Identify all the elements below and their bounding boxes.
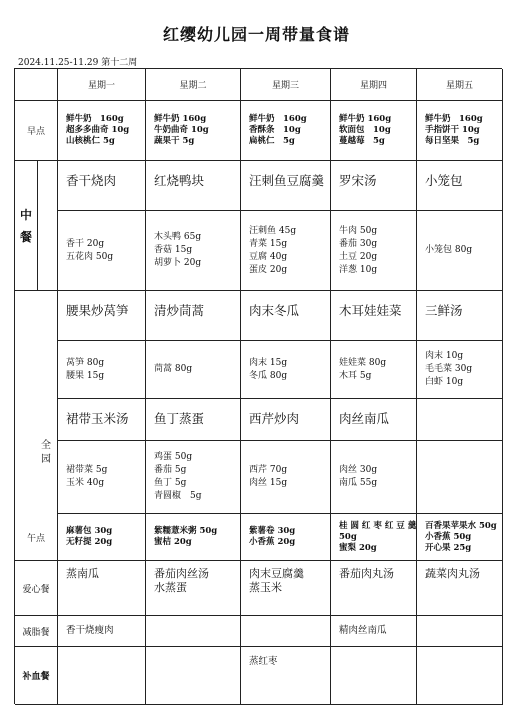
breakfast-cell bbox=[241, 101, 331, 161]
love-meal-item: 水蒸蛋 bbox=[154, 581, 187, 594]
afternoon-label: 午点 bbox=[15, 514, 58, 561]
day-header: 星期四 bbox=[331, 69, 417, 101]
love-meal-cell bbox=[146, 561, 241, 616]
afternoon-item: 紫薯卷 30g bbox=[249, 526, 296, 536]
love-meal-item: 肉末豆腐羹 bbox=[249, 567, 304, 580]
breakfast-label: 早点 bbox=[15, 101, 58, 161]
header-corner bbox=[15, 69, 58, 101]
ingredient-line: 毛毛菜 30g bbox=[425, 364, 473, 374]
whole-school-char: 全 bbox=[41, 440, 51, 451]
afternoon-item: 无籽提 20g bbox=[66, 537, 113, 547]
ingredient-line: 娃娃菜 80g bbox=[339, 357, 387, 368]
afternoon-cell bbox=[58, 514, 146, 561]
love-meal-cell bbox=[241, 561, 331, 616]
whole-school-char: 园 bbox=[41, 454, 51, 465]
ingredient-line: 番茄 5g bbox=[154, 465, 187, 475]
love-meal-item: 番茄肉丝汤 bbox=[154, 567, 209, 580]
breakfast-item: 蔓越莓 5g bbox=[339, 136, 385, 146]
breakfast-cell bbox=[331, 101, 417, 161]
ingredient-line: 五花肉 50g bbox=[66, 251, 114, 262]
day-header: 星期五 bbox=[417, 69, 503, 101]
diet-meal-cell bbox=[417, 616, 503, 647]
afternoon-item: 桂 圆 红 枣 红 豆 羹 bbox=[339, 520, 417, 531]
love-meal-item: 蔬菜肉丸汤 bbox=[425, 567, 480, 580]
breakfast-item: 山核桃仁 5g bbox=[66, 136, 115, 146]
date-range: 2024.11.25-11.29 第十二周 bbox=[18, 58, 138, 68]
ingredient-line: 小笼包 80g bbox=[425, 245, 473, 255]
ingredient-line: 肉末 10g bbox=[425, 351, 464, 361]
lunch-label-char: 餐 bbox=[19, 229, 32, 244]
love-meal-item: 蒸玉米 bbox=[249, 581, 282, 594]
ingredient-line: 鸡蛋 50g bbox=[154, 452, 193, 462]
dish-name: 鱼丁蒸蛋 bbox=[146, 399, 241, 441]
afternoon-cell bbox=[331, 514, 417, 561]
ingredient-line: 番茄 30g bbox=[339, 238, 378, 249]
lunch-spacer bbox=[38, 161, 58, 291]
diet-meal-item: 精肉丝南瓜 bbox=[339, 625, 387, 636]
diet-meal-cell bbox=[58, 616, 146, 647]
dish-name: 汪刺鱼豆腐羹 bbox=[241, 161, 331, 211]
dish-name: 清炒茼蒿 bbox=[146, 291, 241, 341]
afternoon-item: 小香蕉 20g bbox=[249, 537, 296, 547]
love-meal-item: 番茄肉丸汤 bbox=[339, 567, 394, 580]
breakfast-item: 鲜牛奶 160g bbox=[66, 114, 124, 124]
breakfast-cell bbox=[146, 101, 241, 161]
ingredient-line: 牛肉 50g bbox=[339, 225, 378, 236]
blood-meal-cell bbox=[241, 647, 331, 705]
ingredient-line: 蛋皮 20g bbox=[249, 264, 288, 275]
dish-ingredients bbox=[146, 211, 241, 291]
love-meal-cell bbox=[331, 561, 417, 616]
blood-meal-cell bbox=[417, 647, 503, 705]
ingredient-line: 香菇 15g bbox=[154, 245, 193, 255]
menu-table bbox=[14, 68, 502, 704]
day-header: 星期二 bbox=[146, 69, 241, 101]
diet-meal-label: 减脂餐 bbox=[15, 616, 58, 647]
ingredient-line: 裙带菜 5g bbox=[66, 465, 108, 475]
ingredient-line: 肉末 15g bbox=[249, 357, 288, 368]
diet-meal-cell bbox=[331, 616, 417, 647]
love-meal-cell bbox=[58, 561, 146, 616]
dish-ingredients bbox=[331, 341, 417, 399]
afternoon-item: 50g bbox=[339, 531, 357, 542]
breakfast-item: 鲜牛奶 160g bbox=[339, 114, 392, 124]
dish-name: 腰果炒莴笋 bbox=[58, 291, 146, 341]
ingredient-line: 汪刺鱼 45g bbox=[249, 225, 297, 236]
breakfast-item: 香酥条 10g bbox=[249, 125, 301, 135]
dish-name bbox=[417, 399, 503, 441]
dish-ingredients bbox=[417, 441, 503, 514]
afternoon-cell bbox=[417, 514, 503, 561]
afternoon-item: 蜜桔 20g bbox=[154, 537, 192, 547]
ingredient-line: 鱼丁 5g bbox=[154, 478, 187, 488]
afternoon-cell bbox=[146, 514, 241, 561]
dish-ingredients bbox=[146, 441, 241, 514]
afternoon-item: 开心果 25g bbox=[425, 542, 472, 553]
dish-ingredients bbox=[417, 211, 503, 291]
dish-name: 小笼包 bbox=[417, 161, 503, 211]
breakfast-item: 软面包 10g bbox=[339, 125, 391, 135]
breakfast-item: 鲜牛奶 160g bbox=[154, 114, 207, 124]
breakfast-item: 牛奶曲奇 10g bbox=[154, 125, 209, 135]
love-meal-item: 蒸南瓜 bbox=[66, 567, 99, 580]
breakfast-item: 超多多曲奇 10g bbox=[66, 125, 130, 135]
dish-ingredients bbox=[58, 341, 146, 399]
love-meal-cell bbox=[417, 561, 503, 616]
diet-meal-cell bbox=[241, 616, 331, 647]
ingredient-line: 腰果 15g bbox=[66, 370, 105, 381]
dish-name: 罗宋汤 bbox=[331, 161, 417, 211]
dish-ingredients bbox=[331, 441, 417, 514]
afternoon-item: 蜜梨 20g bbox=[339, 542, 377, 553]
blood-meal-cell bbox=[58, 647, 146, 705]
afternoon-item: 百香果苹果水 50g bbox=[425, 520, 497, 531]
blood-meal-item: 蒸红枣 bbox=[249, 656, 278, 667]
breakfast-cell bbox=[417, 101, 503, 161]
lunch-label-char: 中 bbox=[19, 207, 32, 222]
ingredient-line: 肉丝 30g bbox=[339, 465, 378, 475]
ingredient-line: 胡萝卜 20g bbox=[154, 258, 202, 268]
day-header: 星期一 bbox=[58, 69, 146, 101]
dish-ingredients bbox=[241, 211, 331, 291]
dish-ingredients bbox=[58, 211, 146, 291]
afternoon-item: 麻薯包 30g bbox=[66, 526, 113, 536]
breakfast-cell bbox=[58, 101, 146, 161]
ingredient-line: 冬瓜 80g bbox=[249, 370, 288, 381]
dish-name: 三鲜汤 bbox=[417, 291, 503, 341]
ingredient-line: 南瓜 55g bbox=[339, 478, 378, 488]
ingredient-line: 青圆椒 5g bbox=[154, 491, 202, 501]
blood-meal-label: 补血餐 bbox=[15, 647, 58, 705]
blood-meal-cell bbox=[331, 647, 417, 705]
dish-ingredients bbox=[241, 441, 331, 514]
blood-meal-cell bbox=[146, 647, 241, 705]
ingredient-line: 青菜 15g bbox=[249, 238, 288, 249]
ingredient-line: 肉丝 15g bbox=[249, 478, 288, 488]
breakfast-item: 手指饼干 10g bbox=[425, 125, 480, 135]
ingredient-line: 茼蒿 80g bbox=[154, 364, 193, 374]
ingredient-line: 木头鸭 65g bbox=[154, 232, 202, 242]
ingredient-line: 莴笋 80g bbox=[66, 357, 105, 368]
dish-ingredients bbox=[331, 211, 417, 291]
breakfast-item: 蔬果干 5g bbox=[154, 136, 195, 146]
ingredient-line: 木耳 5g bbox=[339, 370, 372, 381]
dish-ingredients bbox=[146, 341, 241, 399]
dish-name: 肉丝南瓜 bbox=[331, 399, 417, 441]
love-meal-label: 爱心餐 bbox=[15, 561, 58, 616]
breakfast-item: 鲜牛奶 160g bbox=[249, 114, 307, 124]
diet-meal-cell bbox=[146, 616, 241, 647]
afternoon-cell bbox=[241, 514, 331, 561]
day-header: 星期三 bbox=[241, 69, 331, 101]
breakfast-item: 扁桃仁 5g bbox=[249, 136, 295, 146]
dish-name: 香干烧肉 bbox=[58, 161, 146, 211]
ingredient-line: 香干 20g bbox=[66, 238, 105, 249]
dish-name: 木耳娃娃菜 bbox=[331, 291, 417, 341]
ingredient-line: 豆腐 40g bbox=[249, 251, 288, 262]
dish-name: 红烧鸭块 bbox=[146, 161, 241, 211]
dish-name: 裙带玉米汤 bbox=[58, 399, 146, 441]
dish-ingredients bbox=[241, 341, 331, 399]
dish-ingredients bbox=[58, 441, 146, 514]
page-title: 红缨幼儿园一周带量食谱 bbox=[162, 25, 350, 44]
ingredient-line: 西芹 70g bbox=[249, 465, 288, 475]
afternoon-item: 紫糯薏米粥 50g bbox=[154, 526, 218, 536]
lunch-label bbox=[15, 161, 38, 291]
diet-meal-item: 香干烧瘦肉 bbox=[66, 625, 114, 636]
ingredient-line: 洋葱 10g bbox=[339, 264, 378, 275]
dish-name: 肉末冬瓜 bbox=[241, 291, 331, 341]
ingredient-line: 白虾 10g bbox=[425, 377, 464, 387]
dish-name: 西芹炒肉 bbox=[241, 399, 331, 441]
ingredient-line: 玉米 40g bbox=[66, 478, 105, 488]
afternoon-item: 小香蕉 50g bbox=[425, 531, 472, 542]
breakfast-item: 每日坚果 5g bbox=[425, 136, 480, 146]
ingredient-line: 土豆 20g bbox=[339, 251, 378, 262]
breakfast-item: 鲜牛奶 160g bbox=[425, 114, 483, 124]
dish-ingredients bbox=[417, 341, 503, 399]
